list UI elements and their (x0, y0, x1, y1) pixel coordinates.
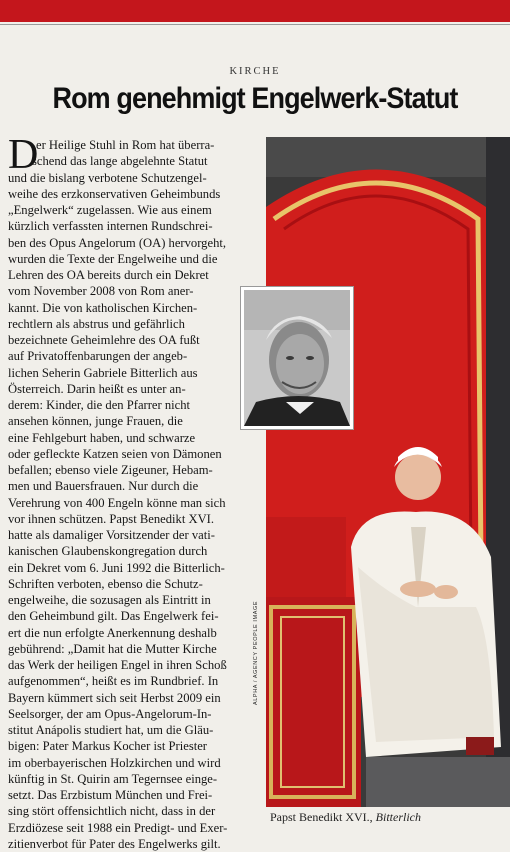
article-line: künftig in St. Quirin am Tegernsee einge- (8, 771, 218, 786)
article-line: rechtlern als abstrus und gefährlich (8, 316, 185, 331)
article-line: Schriften verboten, ebenso die Schutz- (8, 576, 203, 591)
article-line: aufgenommen“, heißt es im Rundbrief. In (8, 674, 219, 689)
article-line: lichen Seherin Gabriele Bitterlich aus (8, 365, 198, 380)
article-line: weihe des erzkonservativen Geheimbunds (8, 186, 221, 201)
article-line: vor ihnen schützen. Papst Benedikt XVI. (8, 511, 215, 526)
article-line: engelweihe, die sozusagen als Eintritt in (8, 593, 211, 607)
caption-main: Papst Benedikt XVI., (270, 810, 373, 824)
article-line: ansehen können, junge Frauen, die (8, 414, 183, 429)
article-line: kürzlich verfassten internen Rundschrei- (8, 219, 213, 234)
article-line: auf Privatoffenbarungen der angeb- (8, 349, 188, 364)
article-lines (8, 132, 266, 852)
article-line: Lehren des OA bereits durch ein Dekret (8, 268, 209, 282)
article-line: wurden die Texte der Engelweihe und die (8, 251, 218, 266)
bitterlich-portrait (241, 287, 353, 429)
caption-author: Bitterlich (375, 810, 421, 824)
article-line: Erzdiözese seit 1988 ein Predigt- und Exer- (8, 820, 228, 835)
article-line: derem: Kinder, die den Pfarrer nicht (8, 398, 191, 412)
headline: Rom genehmigt Engelwerk-Statut (52, 82, 458, 115)
article-line: hatte als damaliger Vorsitzender der vati- (8, 528, 215, 542)
article-line: und die bislang verbotene Schutzengel- (8, 170, 207, 185)
article-line: kanischen Glaubenskongregation durch (8, 544, 208, 559)
section-kicker: KIRCHE (229, 66, 281, 77)
article-line: stitut Anápolis studiert hat, um die Gläu- (8, 723, 214, 737)
article-line: den Geheimbund gilt. Das Engelwerk fei- (8, 609, 219, 624)
article-line: ein Dekret vom 6. Juni 1992 die Bitterlich- (8, 560, 225, 575)
pope-photo (266, 137, 510, 807)
article-line: eine Fehlgeburt haben, und schwarze (8, 430, 196, 445)
article-line: kannt. Die von katholischen Kirchen- (8, 300, 198, 315)
article-line: das Werk der heiligen Engel in ihren Schoß (8, 658, 227, 672)
article-line: Verehrung von 400 Engeln könne man sich (8, 495, 226, 510)
article-line: sing stört offensichtlich nicht, dass in der (8, 804, 216, 819)
pope-on-throne-image (266, 137, 510, 807)
woman-portrait-image (244, 290, 350, 426)
photo-credit: ALPHA / AGENCY PEOPLE IMAGE (253, 600, 259, 705)
article-line: Seelsorger, der am Opus-Angelorum-In- (8, 706, 212, 721)
article-line: „Engelwerk“ zugelassen. Wie aus einem (8, 203, 212, 217)
article-line: Österreich. Darin heißt es unter an- (8, 381, 186, 396)
article-line: bigen: Pater Markus Kocher ist Priester (8, 739, 208, 754)
article-line: ben des Opus Angelorum (OA) hervorgeht, (8, 235, 227, 250)
article-line: oder gefleckte Katzen seien von Dämonen (8, 446, 222, 461)
drop-cap: D (8, 132, 39, 178)
article-line: vom November 2008 von Rom aner- (8, 284, 194, 299)
article-line: Bayern kümmert sich seit Herbst 2009 ein (8, 690, 221, 705)
article-line: schend das lange abgelehnte Statut (32, 154, 208, 169)
article-line: befallen; ebenso viele Zigeuner, Hebam- (8, 463, 213, 477)
article-body (8, 132, 266, 852)
red-top-bar (0, 0, 510, 22)
top-rule (0, 24, 510, 25)
article-line: gebührend: „Damit hat die Mutter Kirche (8, 641, 217, 656)
article-line: er Heilige Stuhl in Rom hat überra- (36, 138, 215, 152)
article-line: zitienverbot für Pater des Engelwerks gilt. (8, 836, 221, 851)
article-line: im oberbayerischen Holzkirchen und wird (8, 755, 221, 770)
article-line: setzt. Das Erzbistum München und Frei- (8, 788, 213, 802)
article-line: ert die nun erfolgte Anerkennung deshalb (8, 625, 217, 640)
article-line: bezeichnete Geheimlehre des OA fußt (8, 333, 200, 347)
photo-caption (270, 810, 510, 825)
article-line: men und Bauersfrauen. Nur durch die (8, 479, 199, 494)
